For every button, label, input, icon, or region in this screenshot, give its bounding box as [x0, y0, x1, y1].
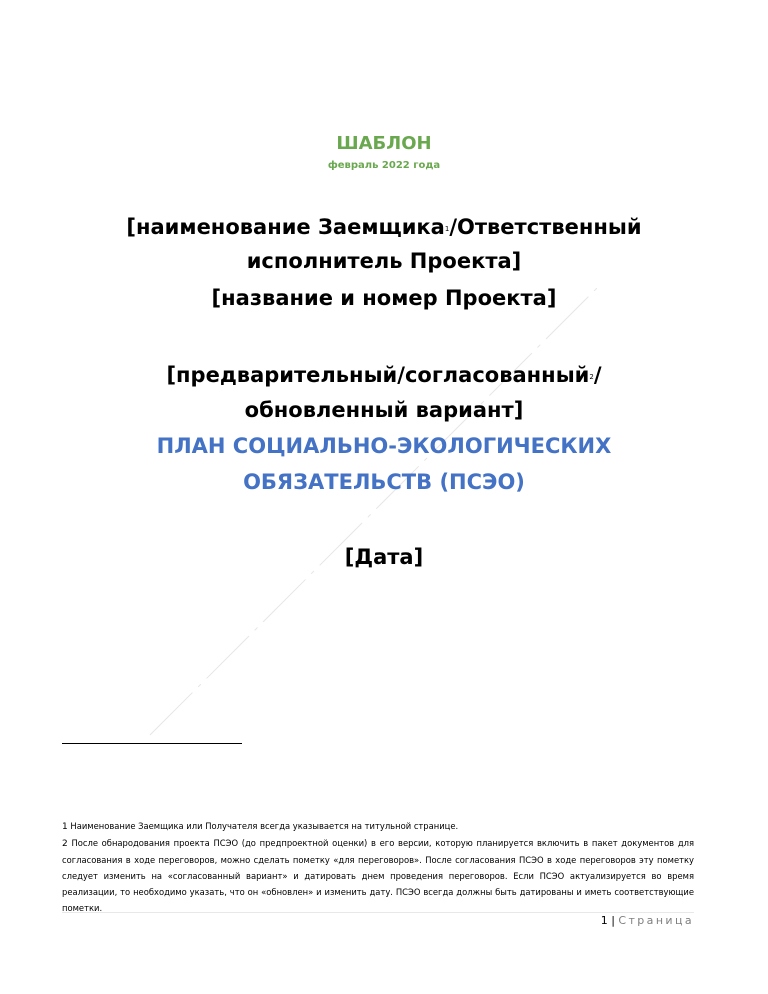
plan-title-line-1: ПЛАН СОЦИАЛЬНО-ЭКОЛОГИЧЕСКИХ	[156, 434, 612, 458]
version-line-2: обновленный вариант]	[244, 398, 524, 422]
footnote-1	[62, 818, 694, 835]
footnote-number: 1	[62, 822, 68, 832]
footnote-separator	[62, 743, 242, 744]
footnote-text: После обнародования проекта ПСЭО (до предпроектной оценки) в его версии, которую планируется включить в пакет документов для согласования в ходе переговоров, можно сделать пометку «для переговоров». После согласования ПСЭО в ходе переговоров эту пометку следует изменить на «согласованный вариант» и датировать днем проведения переговоров. Если ПСЭО актуализируется во время реализации, то необходимо указать, что он «обновлен» и изменить дату. ПСЭО всегда должны быть датированы и иметь соответствующие пометки.	[62, 838, 694, 913]
footnote-ref-2: 2	[589, 373, 594, 381]
footnote-text: Наименование Заемщика или Получателя всегда указывается на титульной странице.	[70, 821, 459, 831]
template-label: ШАБЛОН	[336, 133, 432, 154]
plan-title-line-2: ОБЯЗАТЕЛЬСТВ (ПСЭО)	[243, 470, 525, 494]
version-slash: /	[593, 363, 602, 387]
title-borrower: [наименование Заемщика	[126, 215, 445, 239]
title-responsible: /Ответственный	[449, 215, 642, 239]
footnotes	[62, 818, 694, 916]
footnote-2	[62, 835, 694, 916]
page-word: Страница	[618, 914, 694, 927]
page-footer	[601, 914, 694, 927]
title-line-1	[0, 210, 768, 246]
footnote-number: 2	[62, 839, 68, 849]
footer-divider	[62, 912, 694, 913]
project-name-line: [название и номер Проекта]	[211, 286, 557, 310]
title-line-2: исполнитель Проекта]	[246, 249, 522, 273]
date-placeholder: [Дата]	[344, 545, 424, 569]
template-date: февраль 2022 года	[327, 160, 441, 171]
footer-separator: |	[611, 914, 615, 927]
page-number: 1	[600, 914, 608, 927]
version-line-1	[0, 358, 768, 394]
version-options: [предварительный/согласованный	[166, 363, 590, 387]
footnote-ref-1: 1	[444, 225, 450, 233]
